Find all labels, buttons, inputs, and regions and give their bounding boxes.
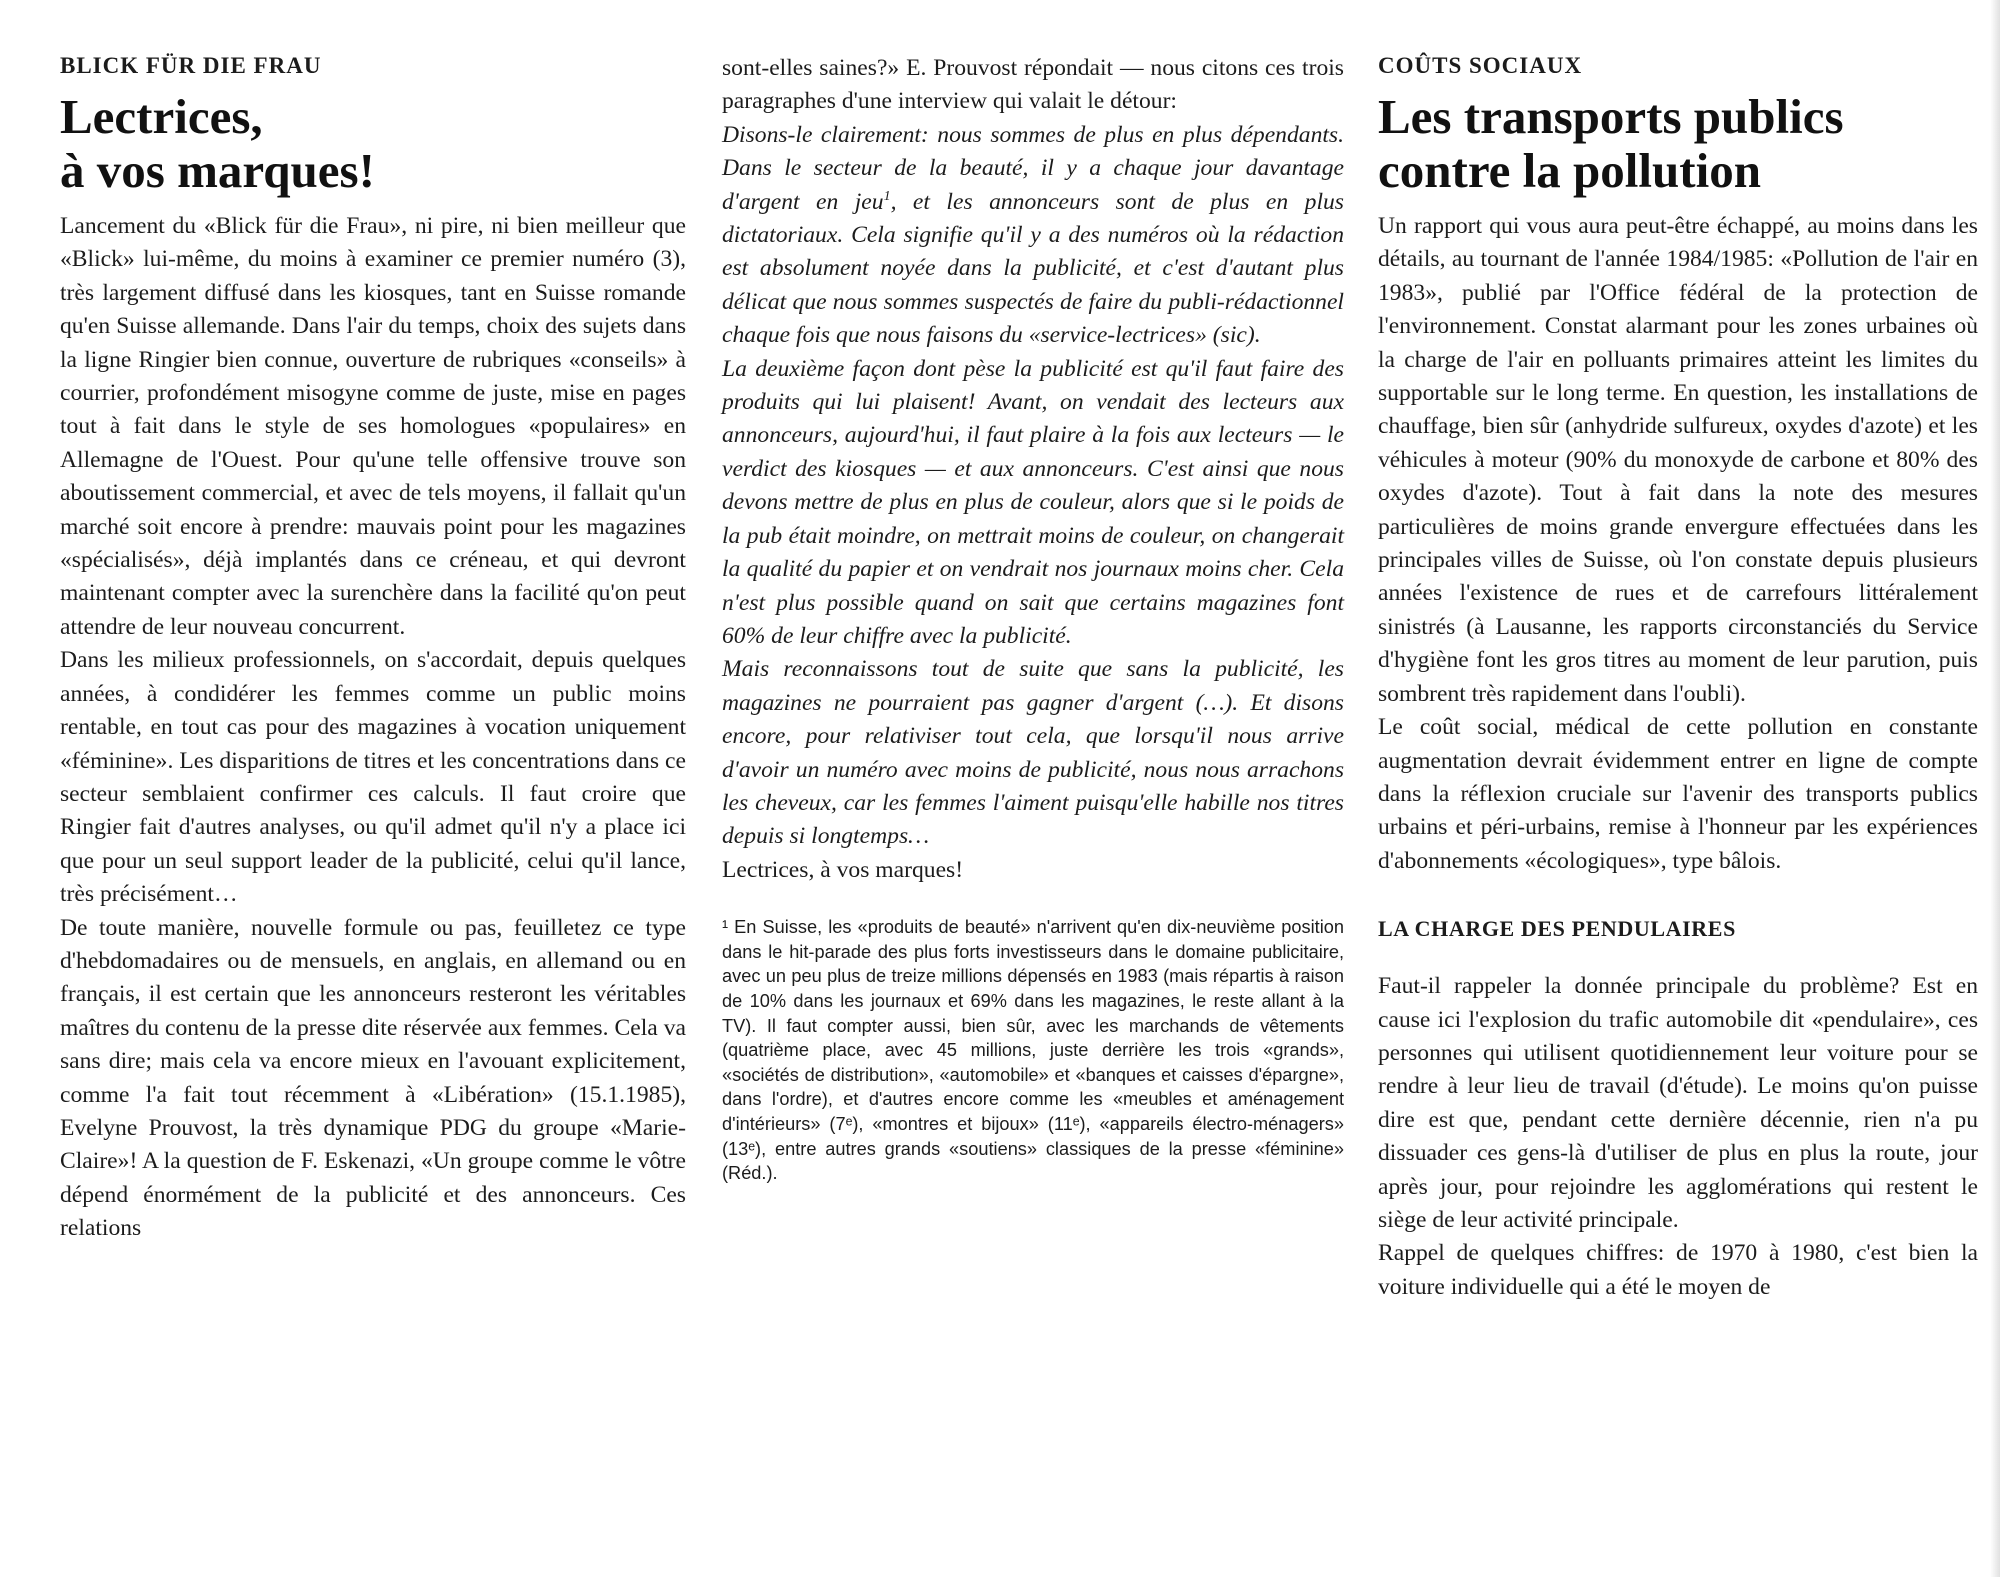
article-kicker: BLICK FÜR DIE FRAU (60, 53, 322, 78)
article-kicker: COÛTS SOCIAUX (1378, 53, 1583, 78)
article-transports-column (1378, 52, 1978, 1304)
article-headline (1378, 90, 1978, 198)
page-fold-shadow (1990, 0, 2000, 1577)
body-paragraph: De toute manière, nouvelle formule ou pas, feuilletez ce type d'hebdomadaires ou de mensuels, en anglais, en allemand ou en français, il est certain que les annonceurs resteront les véritables maîtres du contenu de la presse dite réservée aux femmes. Cela va sans dire; mais cela va encore mieux en l'avouant explicitement, comme l'a fait tout récemment à «Libération» (15.1.1985), Evelyne Prouvost, la très dynamique PDG du groupe «Marie-Claire»! A la question de F. Eskenazi, «Un groupe comme le vôtre dépend énormément de la publicité et des annonceurs. Ces relations (60, 914, 686, 1242)
article-headline (60, 90, 686, 198)
quote-text: , et les annonceurs sont de plus en plus dictatoriaux. Cela signifie qu'il y a des numéros où la rédaction est absolument noyée dans la publicité, et c'est d'autant plus délicat que nous sommes suspectés de faire du publi-rédactionnel chaque fois que nous faisons du «service-lectrices» (sic). (722, 188, 1344, 349)
quote-paragraph: La deuxième façon dont pèse la publicité est qu'il faut faire des produits qui lui plaisent! Avant, on vendait des lecteurs aux annonceurs, aujourd'hui, il faut plaire à la fois aux lecteurs — le verdict des kiosques — et aux annonceurs. C'est ainsi que nous devons mettre de plus en plus de couleur, alors que si le poids de la pub était moindre, on mettrait moins de couleur, on changerait la qualité du papier et on vendrait nos journaux moins cher. Cela n'est plus possible quand on sait que certains magazines font 60% de leur chiffre avec la publicité. (722, 355, 1344, 649)
body-paragraph: Rappel de quelques chiffres: de 1970 à 1980, c'est bien la voiture individuelle qui a été le moyen de (1378, 1240, 1978, 1300)
headline-line-2: contre la pollution (1378, 143, 1761, 198)
quote-paragraph: Mais reconnaissons tout de suite que sans la publicité, les magazines ne pourraient pas gagner d'argent (…). Et disons encore, pour relativiser tout cela, que lorsqu'il nous arrive d'avoir un numéro avec moins de publicité, nous nous arrachons les cheveux, car les femmes l'aiment puisqu'elle habille nos titres depuis si longtemps… (722, 656, 1344, 850)
footnote-marker: 1 (883, 188, 891, 204)
body-paragraph: Le coût social, médical de cette pollution en constante augmentation devrait évidemment entrer en ligne de compte dans la réflexion cruciale sur l'avenir des transports publics urbains et péri-urbains, remise à l'honneur par les expériences d'abonnements «écologiques», type bâlois. (1378, 714, 1978, 874)
body-paragraph: Lancement du «Blick für die Frau», ni pire, ni bien meilleur que «Blick» lui-même, du moins à examiner ce premier numéro (3), très largement diffusé dans les kiosques, tant en Suisse romande qu'en Suisse allemande. Dans l'air du temps, choix des sujets dans la ligne Ringier bien connue, ouverture de rubriques «conseils» à courrier, profondément misogyne comme de juste, mise en pages tout à fait dans le style de ses homologues «populaires» en Allemagne de l'Ouest. Pour qu'une telle offensive trouve son aboutissement commercial, et avec de tels moyens, il fallait qu'un marché soit encore à prendre: mauvais point pour les magazines «spécialisés», déjà implantés dans ce créneau, et qui devront maintenant compter avec la surenchère dans la facilité qu'on peut attendre de leur nouveau concurrent. (60, 213, 686, 640)
closing-line: Lectrices, à vos marques! (722, 856, 964, 883)
quote-text: Disons-le clairement: nous sommes de plus en plus dépendants. Dans le secteur de la beauté, il y a chaque jour davantage d'argent en jeu (722, 121, 1344, 215)
body-paragraph: Faut-il rappeler la donnée principale du problème? Est en cause ici l'explosion du trafic automobile dit «pendulaire», ces personnes qui utilisent quotidiennement leur voiture pour se rendre à leur lieu de travail (d'étude). Le moins qu'on puisse dire est que, pendant cette dernière décennie, rien n'a pu dissuader ces gens-là d'utiliser de plus en plus la route, jour après jour, pour rejoindre les agglomérations qui restent le siège de leur activité principale. (1378, 973, 1978, 1233)
section-subhead: LA CHARGE DES PENDULAIRES (1378, 916, 1736, 942)
body-paragraph: Dans les milieux professionnels, on s'accordait, depuis quelques années, à condidérer les femmes comme un public moins rentable, en tout cas pour des magazines à vocation uniquement «féminine». Les disparitions de titres et les concentrations dans ce secteur semblaient confirmer ces calculs. Il faut croire que Ringier fait d'autres analyses, ou qu'il admet qu'il n'y a place ici que pour un seul support leader de la publicité, celui qu'il lance, très précisément… (60, 647, 686, 908)
headline-line-1: Lectrices, (60, 89, 263, 144)
quote-paragraph (722, 119, 1344, 353)
article-lectrices-column-1 (60, 52, 686, 1246)
headline-line-2: à vos marques! (60, 143, 375, 198)
body-paragraph: Un rapport qui vous aura peut-être échappé, au moins dans les détails, au tournant de l'année 1984/1985: «Pollution de l'air en 1983», publié par l'Office fédéral de la protection de l'environnement. Constat alarmant pour les zones urbaines où la charge de l'air en polluants primaires atteint les limites du supportable sur le long terme. En question, les installations de chauffage, bien sûr (anhydride sulfureux, oxydes d'azote) et les véhicules à moteur (90% du monoxyde de carbone et 80% des oxydes d'azote). Tout à fait dans la note des mesures particulières de moins grande envergure effectuées dans les principales villes de Suisse, où l'on constate depuis plusieurs années l'existence de rues et de carrefours littéralement sinistrés (à Lausanne, les rapports circonstanciés du Service d'hygiène font les gros titres au moment de leur parution, puis sombrent très rapidement dans l'oubli). (1378, 213, 1978, 707)
footnote: ¹ En Suisse, les «produits de beauté» n'arrivent qu'en dix-neuvième position dans le hit-parade des plus forts investisseurs dans le domaine publicitaire, avec un peu plus de treize millions dépensés en 1983 (mais répartis à raison de 10% dans les journaux et 69% dans les magazines, le reste allant à la TV). Il faut compter aussi, bien sûr, avec les marchands de vêtements (quatrième place, avec 45 millions, juste derrière les trois «grands», «sociétés de distribution», «automobile» et «banques et caisses d'épargne», dans l'ordre), et d'autres encore comme les «meubles et aménagement d'intérieurs» (7ᵉ), «montres et bijoux» (11ᵉ), «appareils électro-ménagers» (13ᵉ), entre autres grands «soutiens» classiques de la presse «féminine» (Réd.). (722, 917, 1344, 1184)
headline-line-1: Les transports publics (1378, 89, 1844, 144)
article-lectrices-column-2 (722, 52, 1344, 1186)
body-paragraph: sont-elles saines?» E. Prouvost répondait — nous citons ces trois paragraphes d'une interview qui valait le détour: (722, 55, 1344, 115)
